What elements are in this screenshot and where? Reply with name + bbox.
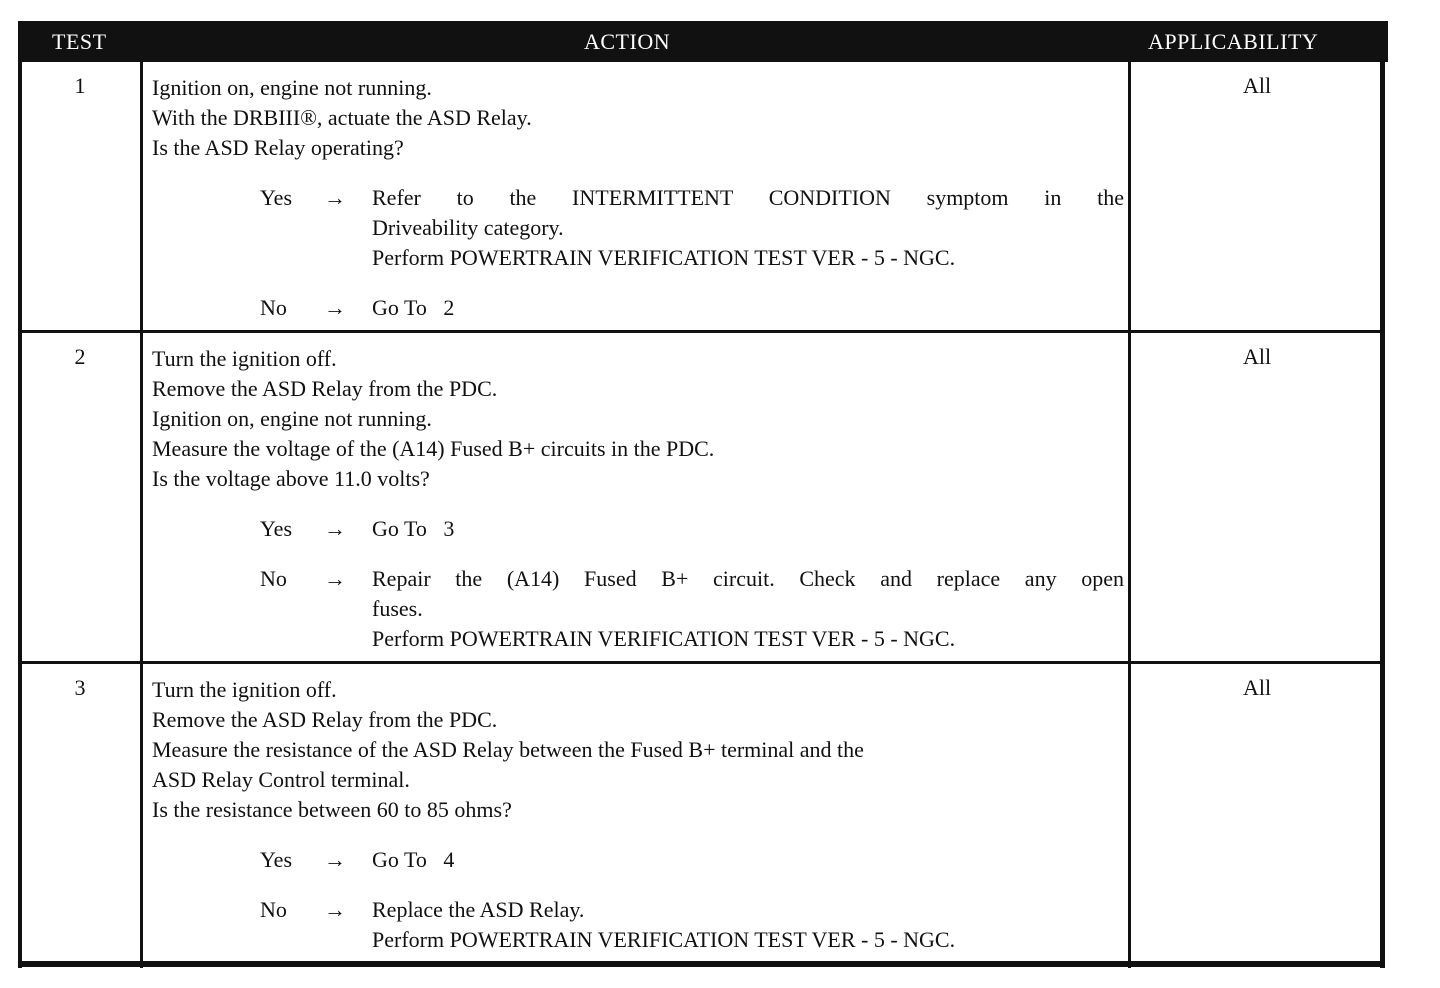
action-cell-1	[152, 73, 1124, 323]
arrow-right-icon: →	[324, 185, 346, 210]
arrow-right-icon: →	[324, 566, 346, 591]
action-line: Is the resistance between 60 to 85 ohms?	[152, 797, 512, 822]
action-line: Remove the ASD Relay from the PDC.	[152, 376, 498, 401]
yes-label: Yes	[260, 185, 293, 210]
border-bottom	[18, 961, 1385, 967]
no-label: No	[260, 566, 287, 591]
applicability-2: All	[1242, 344, 1272, 369]
applicability-3: All	[1242, 675, 1272, 700]
arrow-right-icon: →	[324, 295, 346, 320]
action-line: Is the voltage above 11.0 volts?	[152, 466, 430, 491]
arrow-right-icon: →	[324, 516, 346, 541]
arrow-right-icon: →	[324, 847, 346, 872]
border-right	[1380, 21, 1385, 968]
header-action: ACTION	[584, 29, 671, 54]
yes-text: Go To 4	[372, 847, 455, 872]
no-text: Replace the ASD Relay.	[372, 897, 585, 922]
table-header	[18, 21, 1388, 62]
yes-text: Refer to the INTERMITTENT CONDITION symptom in the	[372, 185, 1124, 210]
action-cell-3	[152, 675, 1124, 955]
action-line: Measure the resistance of the ASD Relay between the Fused B+ terminal and the	[152, 737, 864, 762]
action-line: Ignition on, engine not running.	[152, 406, 432, 431]
action-line: ASD Relay Control terminal.	[152, 767, 410, 792]
no-text: Perform POWERTRAIN VERIFICATION TEST VER - 5 - NGC.	[372, 927, 956, 952]
row-divider-2	[18, 661, 1385, 664]
yes-text: Perform POWERTRAIN VERIFICATION TEST VER - 5 - NGC.	[372, 245, 956, 270]
column-divider-test	[140, 62, 143, 968]
header-test: TEST	[52, 29, 107, 54]
yes-text: Go To 3	[372, 516, 455, 541]
no-branch-1	[260, 293, 1124, 323]
yes-label: Yes	[260, 516, 293, 541]
row-divider-1	[18, 330, 1385, 333]
applicability-1: All	[1242, 73, 1272, 98]
no-text: Perform POWERTRAIN VERIFICATION TEST VER - 5 - NGC.	[372, 626, 956, 651]
no-label: No	[260, 295, 287, 320]
yes-branch-3	[260, 845, 1124, 875]
action-line: With the DRBIII®, actuate the ASD Relay.	[152, 105, 532, 130]
action-line: Is the ASD Relay operating?	[152, 135, 404, 160]
header-applicability: APPLICABILITY	[1148, 29, 1319, 54]
yes-text: Driveability category.	[372, 215, 564, 240]
no-text: Repair the (A14) Fused B+ circuit. Check and replace any open	[372, 566, 1124, 591]
test-number-1: 1	[74, 73, 86, 98]
no-text: Go To 2	[372, 295, 455, 320]
action-line: Remove the ASD Relay from the PDC.	[152, 707, 498, 732]
test-number-3: 3	[74, 675, 86, 700]
no-text: fuses.	[372, 596, 423, 621]
yes-branch-2	[260, 514, 1124, 544]
border-left	[18, 21, 22, 968]
column-divider-applicability	[1128, 62, 1131, 968]
no-branch-3	[260, 895, 1124, 955]
no-branch-2	[260, 564, 1124, 654]
action-line: Turn the ignition off.	[152, 677, 337, 702]
action-line: Turn the ignition off.	[152, 346, 337, 371]
action-line: Ignition on, engine not running.	[152, 75, 432, 100]
diagnostic-test-table	[18, 21, 1388, 968]
action-line: Measure the voltage of the (A14) Fused B+ circuits in the PDC.	[152, 436, 715, 461]
yes-branch-1	[260, 183, 1124, 273]
yes-label: Yes	[260, 847, 293, 872]
arrow-right-icon: →	[324, 897, 346, 922]
no-label: No	[260, 897, 287, 922]
test-number-2: 2	[74, 344, 86, 369]
action-cell-2	[152, 344, 1124, 654]
